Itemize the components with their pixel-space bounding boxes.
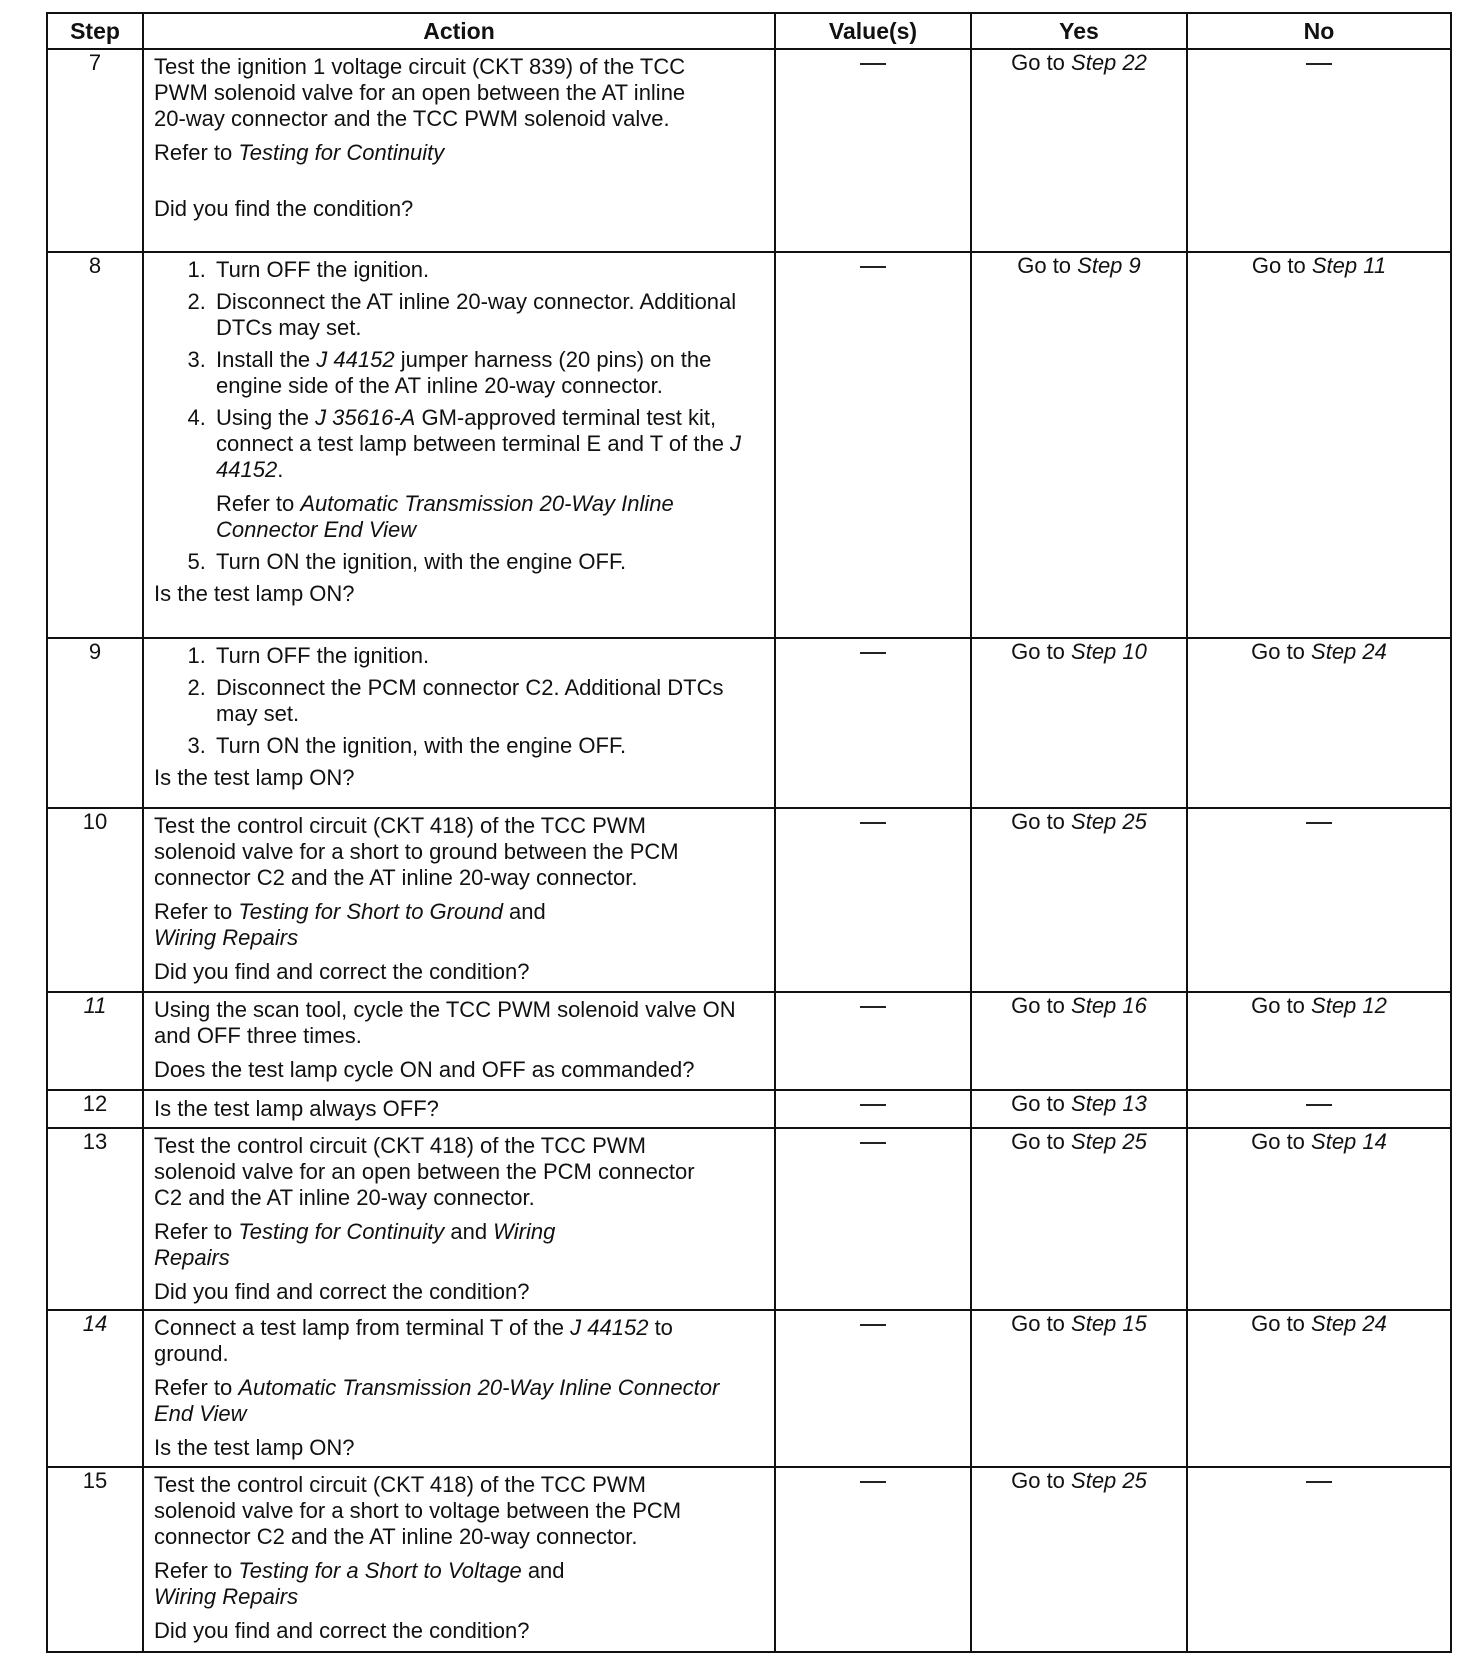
dash-mark [860, 1324, 886, 1326]
reference-text: Refer to Testing for Continuity and Wiring Repairs [154, 1219, 556, 1270]
action-cell [143, 1128, 775, 1310]
header-step: Step [47, 13, 143, 49]
action-cell [143, 1090, 775, 1128]
dash-mark [860, 652, 886, 654]
action-cell [143, 992, 775, 1090]
no-cell: Go to Step 11 [1187, 252, 1451, 638]
step-number: 8 [47, 252, 143, 638]
table-row [47, 252, 1451, 638]
action-text: Test the ignition 1 voltage circuit (CKT 839) of the TCC PWM solenoid valve for an open between the AT inline 20-way connector and the TCC PWM solenoid valve. [154, 54, 686, 131]
no-cell [1187, 49, 1451, 252]
step-number: 7 [47, 49, 143, 252]
yes-cell: Go to Step 15 [971, 1310, 1187, 1467]
table-row [47, 1310, 1451, 1467]
yes-cell: Go to Step 22 [971, 49, 1187, 252]
question-text: Is the test lamp ON? [154, 765, 355, 790]
list-item: 3. Turn ON the ignition, with the engine OFF. [212, 733, 764, 759]
yes-cell: Go to Step 16 [971, 992, 1187, 1090]
table-row [47, 1128, 1451, 1310]
no-cell: Go to Step 24 [1187, 638, 1451, 808]
yes-goto-link[interactable]: Step 10 [1071, 639, 1147, 664]
no-goto-link[interactable]: Step 24 [1311, 639, 1387, 664]
action-steps-list [154, 643, 764, 759]
yes-goto-link[interactable]: Step 22 [1071, 50, 1147, 75]
question-text: Does the test lamp cycle ON and OFF as commanded? [154, 1057, 695, 1082]
table-row [47, 1090, 1451, 1128]
yes-cell: Go to Step 25 [971, 1467, 1187, 1652]
no-cell [1187, 1090, 1451, 1128]
value-cell [775, 1128, 971, 1310]
yes-cell: Go to Step 13 [971, 1090, 1187, 1128]
no-cell: Go to Step 24 [1187, 1310, 1451, 1467]
yes-goto-link[interactable]: Step 25 [1071, 1129, 1147, 1154]
no-goto-link[interactable]: Step 14 [1311, 1129, 1387, 1154]
reference-link[interactable]: Testing for Short to Ground [238, 899, 503, 924]
question-text: Did you find the condition? [154, 196, 414, 221]
tool-reference: J 35616-A [315, 405, 416, 430]
header-no: No [1187, 13, 1451, 49]
step-number: 15 [47, 1467, 143, 1652]
no-cell [1187, 808, 1451, 992]
step-number: 13 [47, 1128, 143, 1310]
question-text: Is the test lamp always OFF? [154, 1096, 439, 1121]
no-cell: Go to Step 14 [1187, 1128, 1451, 1310]
value-cell [775, 638, 971, 808]
list-item: 2. Disconnect the PCM connector C2. Additional DTCs may set. [212, 675, 764, 727]
yes-cell: Go to Step 25 [971, 808, 1187, 992]
reference-link[interactable]: Wiring Repairs [154, 1584, 299, 1609]
reference-text: Refer to Testing for Short to Ground and Wiring Repairs [154, 899, 546, 950]
list-item: 2. Disconnect the AT inline 20-way connector. Additional DTCs may set. [212, 289, 764, 341]
action-text: Test the control circuit (CKT 418) of the TCC PWM solenoid valve for a short to voltage between the PCM connector C2 and the AT inline 20-way connector. [154, 1472, 682, 1549]
dash-mark [860, 1142, 886, 1144]
reference-link[interactable]: Automatic Transmission 20-Way Inline Connector End View [216, 491, 674, 542]
list-item: 4. Using the J 35616-A GM-approved terminal test kit, connect a test lamp between terminal E and T of the J 44152. Refer to Automatic Transmission 20-Way Inline Connector End View [212, 405, 764, 543]
action-text: Test the control circuit (CKT 418) of the TCC PWM solenoid valve for a short to ground between the PCM connector C2 and the AT inline 20-way connector. [154, 813, 679, 890]
step-number: 11 [47, 992, 143, 1090]
step-number: 9 [47, 638, 143, 808]
value-cell [775, 992, 971, 1090]
dash-mark [1306, 63, 1332, 65]
action-cell [143, 49, 775, 252]
reference-link[interactable]: Testing for a Short to Voltage [238, 1558, 522, 1583]
no-cell [1187, 1467, 1451, 1652]
question-text: Did you find and correct the condition? [154, 1618, 530, 1643]
action-cell [143, 1467, 775, 1652]
reference-text: Refer to Testing for a Short to Voltage and Wiring Repairs [154, 1558, 565, 1609]
reference-text: Refer to Testing for Continuity [154, 140, 445, 165]
dash-mark [1306, 1104, 1332, 1106]
question-text: Is the test lamp ON? [154, 581, 355, 606]
yes-cell: Go to Step 10 [971, 638, 1187, 808]
action-text: Connect a test lamp from terminal T of the J 44152 to ground. [154, 1315, 673, 1366]
action-text: Test the control circuit (CKT 418) of the TCC PWM solenoid valve for an open between the PCM connector C2 and the AT inline 20-way connector. [154, 1133, 695, 1210]
table-header-row [47, 13, 1451, 49]
reference-link[interactable]: Testing for Continuity [238, 140, 445, 165]
yes-goto-link[interactable]: Step 25 [1071, 809, 1147, 834]
yes-goto-link[interactable]: Step 15 [1071, 1311, 1147, 1336]
value-cell [775, 1310, 971, 1467]
step-number: 14 [47, 1310, 143, 1467]
value-cell [775, 252, 971, 638]
action-cell [143, 1310, 775, 1467]
yes-goto-link[interactable]: Step 9 [1077, 253, 1141, 278]
header-values: Value(s) [775, 13, 971, 49]
dash-mark [1306, 1481, 1332, 1483]
dash-mark [860, 822, 886, 824]
no-cell: Go to Step 12 [1187, 992, 1451, 1090]
dash-mark [860, 266, 886, 268]
question-text: Did you find and correct the condition? [154, 1279, 530, 1304]
action-cell [143, 252, 775, 638]
table-row [47, 808, 1451, 992]
yes-cell: Go to Step 25 [971, 1128, 1187, 1310]
yes-goto-link[interactable]: Step 25 [1071, 1468, 1147, 1493]
list-item: 1. Turn OFF the ignition. [212, 643, 764, 669]
action-steps-list [154, 257, 764, 575]
tool-reference: J 44152 [216, 431, 742, 482]
yes-cell: Go to Step 9 [971, 252, 1187, 638]
reference-link[interactable]: Wiring Repairs [154, 925, 299, 950]
header-yes: Yes [971, 13, 1187, 49]
dash-mark [860, 1481, 886, 1483]
value-cell [775, 1467, 971, 1652]
no-goto-link[interactable]: Step 12 [1311, 993, 1387, 1018]
list-item: 3. Install the J 44152 jumper harness (20 pins) on the engine side of the AT inline 20-way connector. [212, 347, 764, 399]
value-cell [775, 1090, 971, 1128]
table-row [47, 1467, 1451, 1652]
action-text: Using the scan tool, cycle the TCC PWM solenoid valve ON and OFF three times. [154, 997, 736, 1048]
reference-link[interactable]: Testing for Continuity [238, 1219, 445, 1244]
action-cell [143, 638, 775, 808]
table-row [47, 638, 1451, 808]
question-text: Did you find and correct the condition? [154, 959, 530, 984]
header-action: Action [143, 13, 775, 49]
tool-reference: J 44152 [570, 1315, 649, 1340]
value-cell [775, 808, 971, 992]
dash-mark [1306, 822, 1332, 824]
table-row [47, 992, 1451, 1090]
list-item: 1. Turn OFF the ignition. [212, 257, 764, 283]
no-goto-link[interactable]: Step 24 [1311, 1311, 1387, 1336]
yes-goto-link[interactable]: Step 13 [1071, 1091, 1147, 1116]
dash-mark [860, 63, 886, 65]
tool-reference: J 44152 [316, 347, 395, 372]
step-number: 10 [47, 808, 143, 992]
no-goto-link[interactable]: Step 11 [1311, 253, 1387, 278]
question-text: Is the test lamp ON? [154, 1435, 355, 1460]
step-number: 12 [47, 1090, 143, 1128]
dash-mark [860, 1104, 886, 1106]
action-cell [143, 808, 775, 992]
diagnostic-table [46, 12, 1452, 1653]
yes-goto-link[interactable]: Step 16 [1071, 993, 1147, 1018]
list-item: 5. Turn ON the ignition, with the engine OFF. [212, 549, 764, 575]
reference-link[interactable]: Automatic Transmission 20-Way Inline Connector End View [154, 1375, 720, 1426]
value-cell [775, 49, 971, 252]
table-row [47, 49, 1451, 252]
reference-text: Refer to Automatic Transmission 20-Way Inline Connector End View [154, 1375, 720, 1426]
reference-text: Refer to Automatic Transmission 20-Way Inline Connector End View [216, 491, 674, 542]
dash-mark [860, 1006, 886, 1008]
reference-link[interactable]: Wiring Repairs [154, 1219, 556, 1270]
